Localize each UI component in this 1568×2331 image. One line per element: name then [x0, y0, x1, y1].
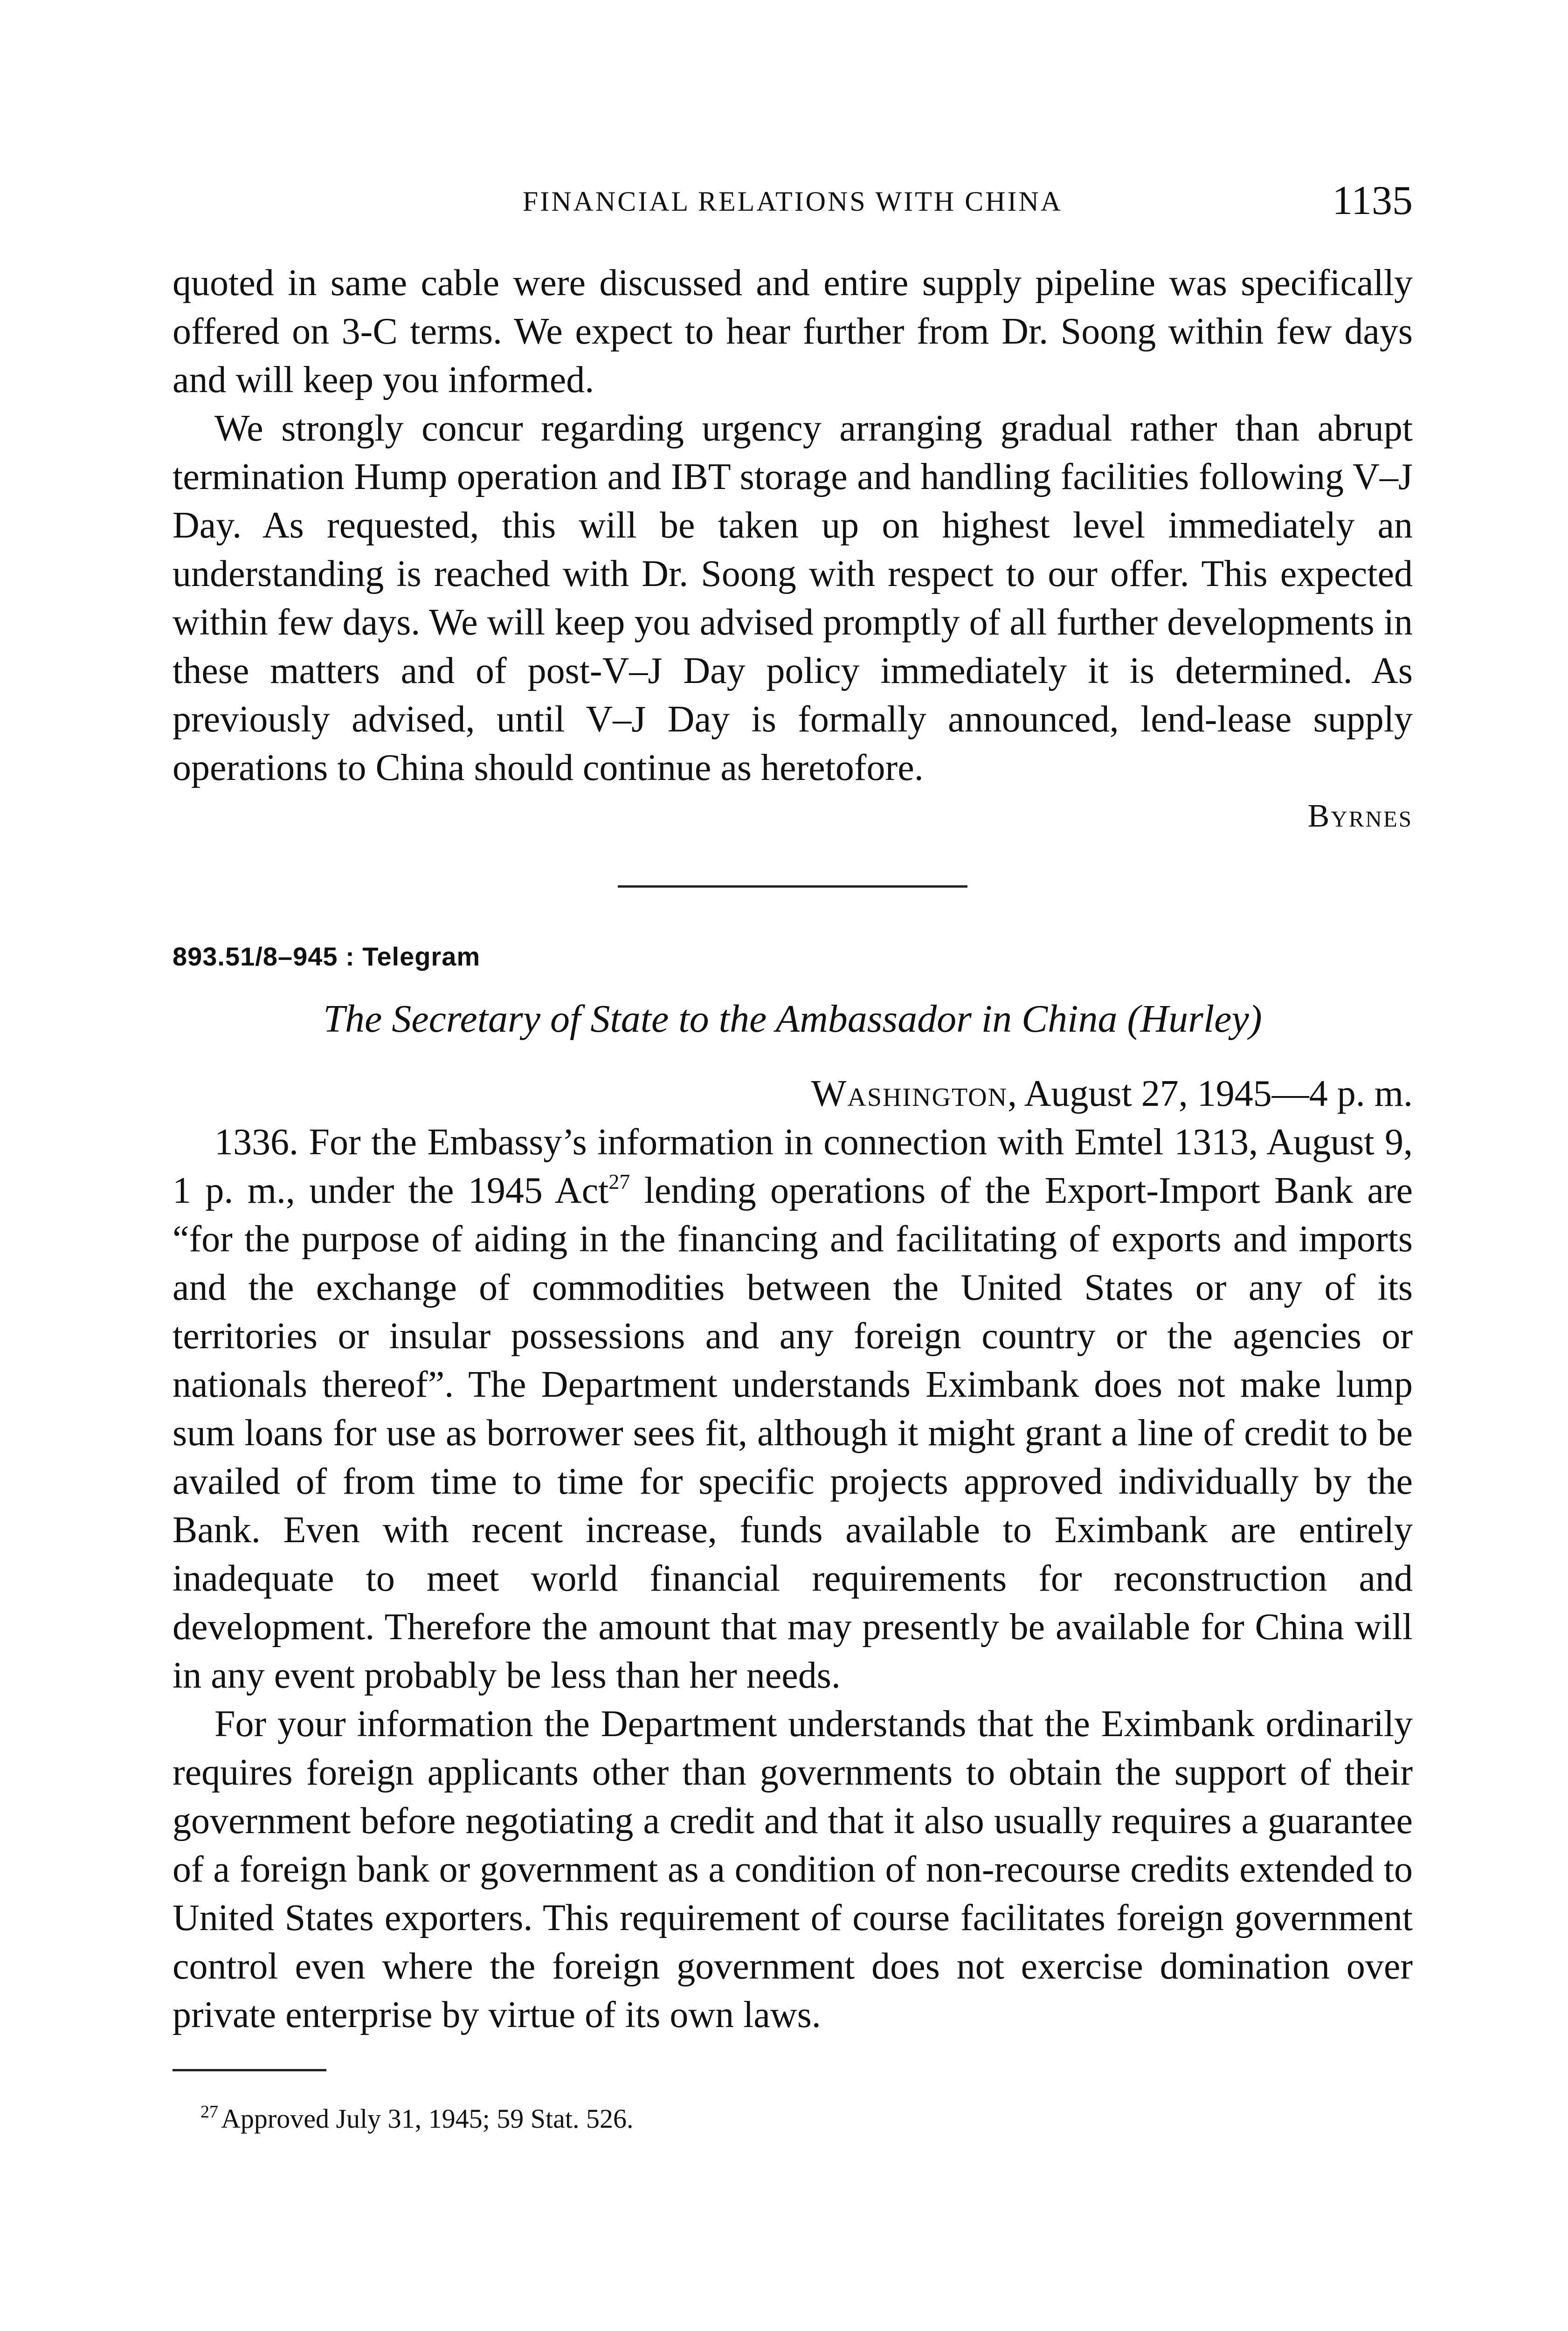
- dateline-date: , August 27, 1945—4 p. m.: [1008, 1073, 1413, 1114]
- telegram-paragraph-1-rest: lending operations of the Export-Import Bank are “for the purpose of aiding in the financing and facilitating of exports and imports and the exchange of commodities between the United States or any of its territories or insular possessions and any foreign country or the agencies or nationals thereof”. The Department understands Eximbank does not make lump sum loans for use as borrower sees fit, although it might grant a line of credit to be availed of from time to time for specific projects approved individually by the Bank. Even with recent increase, funds available to Eximbank are entirely inadequate to meet world financial requirements for reconstruction and development. Therefore the amount that may presently be available for China will in any event probably be less than her needs.: [173, 1170, 1413, 1696]
- dateline: [173, 1069, 1413, 1118]
- continuation-paragraph-1: quoted in same cable were discussed and entire supply pipeline was specifically offered on 3-C terms. We expect to hear further from Dr. Soong within few days and will keep you informed.: [173, 262, 1413, 400]
- document-heading: The Secretary of State to the Ambassador in China (Hurley): [323, 997, 1262, 1041]
- signature: Byrnes: [1307, 798, 1413, 834]
- section-divider: [618, 885, 967, 888]
- running-title: FINANCIAL RELATIONS WITH CHINA: [522, 186, 1063, 217]
- continuation-paragraph-2: We strongly concur regarding urgency arranging gradual rather than abrupt termination Hump operation and IBT storage and handling facilities following V–J Day. As requested, this will be taken up on highest level immediately an understanding is reached with Dr. Soong with respect to our offer. This expected within few days. We will keep you advised promptly of all further developments in these matters and of post-V–J Day policy immediately it is determined. As previously advised, until V–J Day is formally announced, lend-lease supply operations to China should continue as heretofore.: [173, 408, 1413, 788]
- footnote-marker: 27: [200, 2102, 218, 2122]
- telegram-paragraph-2: For your information the Department understands that the Eximbank ordinarily requires foreign applicants other than governments to obtain the support of their government before negotiating a credit and that it also usually requires a guarantee of a foreign bank or government as a condition of non-recourse credits extended to United States exporters. This requirement of course facilitates foreign government control even where the foreign government does not exercise domination over private enterprise by virtue of its own laws.: [173, 1703, 1413, 2035]
- telegram-paragraph-1-start: 1336. For the Embassy’s information in connection with Emtel 1313, August 9, 1 p. m., under the 1945 Act: [173, 1122, 1413, 1211]
- dateline-place: Washington: [811, 1073, 1008, 1114]
- footnote: [173, 2095, 1413, 2143]
- footnote-rule: [173, 2069, 326, 2071]
- file-reference: 893.51/8–945 : Telegram: [173, 942, 481, 971]
- body-text: [173, 259, 1413, 2143]
- telegram-paragraph-1: [173, 1118, 1413, 1700]
- running-head: [173, 177, 1413, 228]
- footnote-reference: 27: [608, 1170, 630, 1193]
- footnote-text: Approved July 31, 1945; 59 Stat. 526.: [221, 2103, 634, 2134]
- page-number: 1135: [1332, 178, 1413, 223]
